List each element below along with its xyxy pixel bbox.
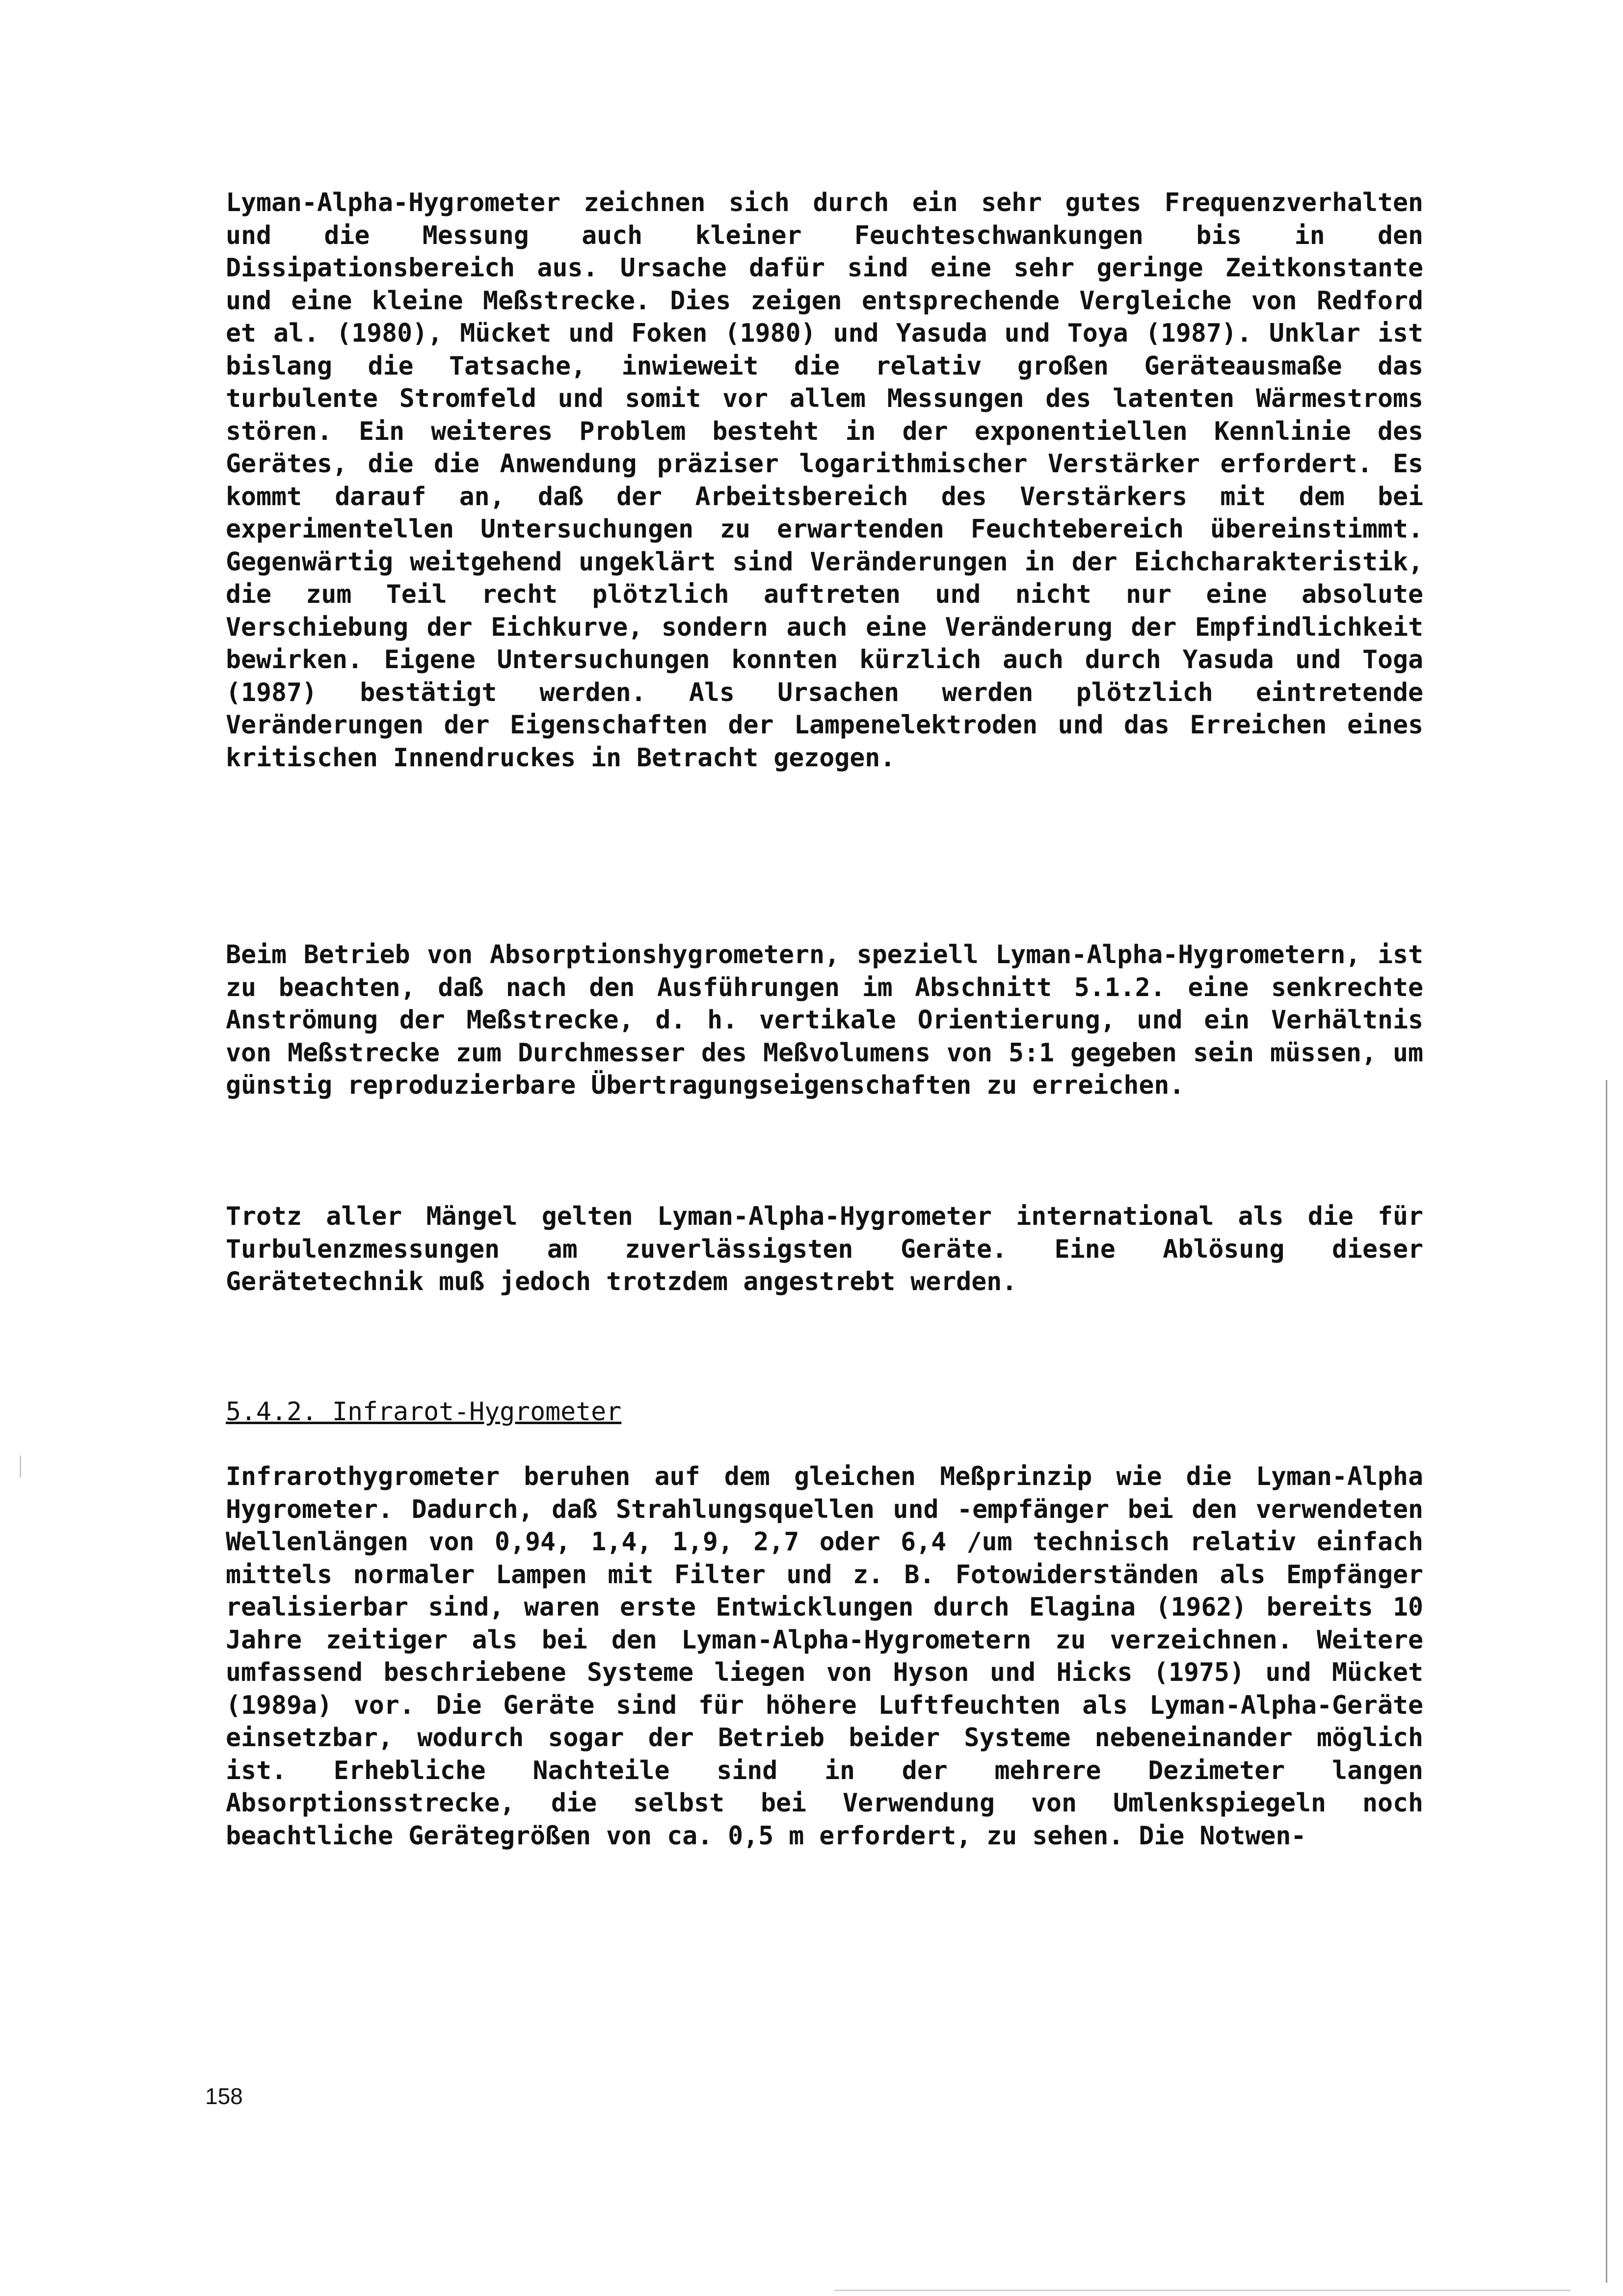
scan-bottom-edge <box>834 2290 1570 2291</box>
scan-edge-line <box>1606 1080 1607 2283</box>
section-heading: 5.4.2. Infrarot-Hygrometer <box>226 1397 622 1427</box>
paragraph-absorption-hygrometer-operation: Beim Betrieb von Absorptionshygrometern, speziell Lyman-Alpha-Hygrometern, ist zu beachten, daß nach den Ausführungen im Abschnitt 5.1.2. eine senkrechte Anströmung der Meßstrecke, d. h. vertikale Orientierung, und ein Verhältnis von Meßstrecke zum Durchmesser des Meßvolumens von 5:1 gegeben sein müssen, um günstig reproduzierbare Übertragungseigenschaften zu erreichen. <box>226 940 1423 1100</box>
scan-margin-mark <box>20 1456 21 1478</box>
page-number: 158 <box>205 2083 243 2109</box>
paragraph-lyman-alpha-conclusion: Trotz aller Mängel gelten Lyman-Alpha-Hygrometer international als die für Turbulenzmessungen am zuverlässigsten Geräte. Eine Ablösung dieser Gerätetechnik muß jedoch trotzdem angestrebt werden. <box>226 1202 1423 1297</box>
paragraph-infrared-hygrometer: Infrarothygrometer beruhen auf dem gleichen Meßprinzip wie die Lyman-Alpha Hygrometer. Dadurch, daß Strahlungsquellen und -empfänger bei den verwendeten Wellenlängen von 0,94, 1,4, 1,9, 2,7 oder 6,4 /um technisch relativ einfach mittels normaler Lampen mit Filter und z. B. Fotowiderständen als Empfänger realisierbar sind, waren erste Entwicklungen durch Elagina (1962) bereits 10 Jahre zeitiger als bei den Lyman-Alpha-Hygrometern zu verzeichnen. Weitere umfassend beschriebene Systeme liegen von Hyson und Hicks (1975) und Mücket (1989a) vor. Die Geräte sind für höhere Luftfeuchten als Lyman-Alpha-Geräte einsetzbar, wodurch sogar der Betrieb beider Systeme nebeneinander möglich ist. Erhebliche Nachteile sind in der mehrere Dezimeter langen Absorptionsstrecke, die selbst bei Verwendung von Umlenkspiegeln noch beachtliche Gerätegrößen von ca. 0,5 m erfordert, zu sehen. Die Notwen- <box>226 1462 1423 1851</box>
paragraph-lyman-alpha-properties: Lyman-Alpha-Hygrometer zeichnen sich durch ein sehr gutes Frequenzverhalten und die Messung auch kleiner Feuchteschwankungen bis in den Dissipationsbereich aus. Ursache dafür sind eine sehr geringe Zeitkonstante und eine kleine Meßstrecke. Dies zeigen entsprechende Vergleiche von Redford et al. (1980), Mücket und Foken (1980) und Yasuda und Toya (1987). Unklar ist bislang die Tatsache, inwieweit die relativ großen Geräteausmaße das turbulente Stromfeld und somit vor allem Messungen des latenten Wärmestroms stören. Ein weiteres Problem besteht in der exponentiellen Kennlinie des Gerätes, die die Anwendung präziser logarithmischer Verstärker erfordert. Es kommt darauf an, daß der Arbeitsbereich des Verstärkers mit dem bei experimentellen Untersuchungen zu erwartenden Feuchtebereich übereinstimmt. Gegenwärtig weitgehend ungeklärt sind Veränderungen in der Eichcharakteristik, die zum Teil recht plötzlich auftreten und nicht nur eine absolute Verschiebung der Eichkurve, sondern auch eine Veränderung der Empfindlichkeit bewirken. Eigene Untersuchungen konnten kürzlich auch durch Yasuda und Toga (1987) bestätigt werden. Als Ursachen werden plötzlich eintretende Veränderungen der Eigenschaften der Lampenelektroden und das Erreichen eines kritischen Innendruckes in Betracht gezogen. <box>226 188 1423 773</box>
